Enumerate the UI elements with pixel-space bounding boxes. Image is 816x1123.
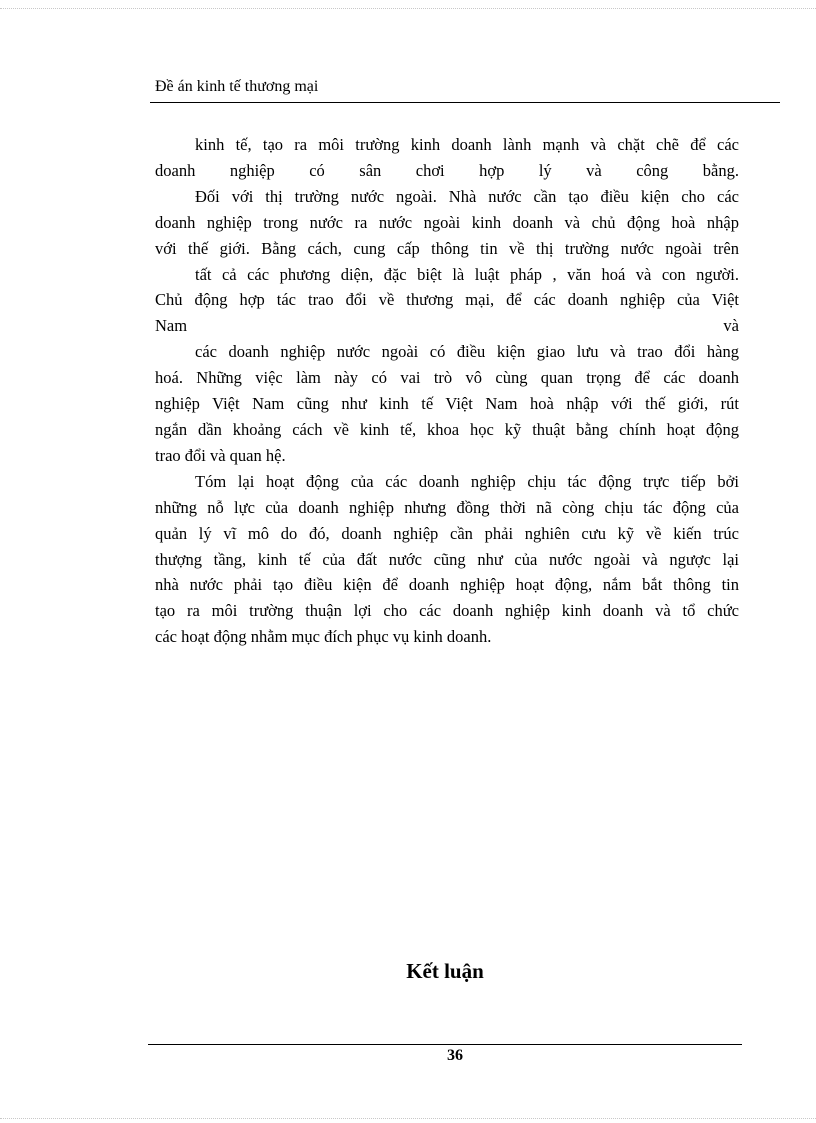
- page-number: 36: [447, 1047, 463, 1064]
- body-text: [155, 132, 739, 650]
- text-line: với thế giới. Bằng cách, cung cấp thông tin về thị trường nước ngoài trên: [155, 238, 739, 258]
- text-line: tất cả các phương diện, đặc biệt là luật pháp , văn hoá và con người.: [195, 264, 739, 284]
- section-heading-conclusion: Kết luận: [406, 959, 484, 983]
- text-line: ngắn dần khoảng cách về kinh tế, khoa học kỹ thuật bằng chính hoạt động: [155, 419, 739, 439]
- text-line: thượng tầng, kinh tế của đất nước cũng như của nước ngoài và ngược lại: [155, 549, 739, 569]
- text-line: Chủ động hợp tác trao đổi về thương mại, để các doanh nghiệp của Việt: [155, 290, 739, 310]
- paragraph-foreign-market: [155, 184, 739, 469]
- text-line: Đối với thị trường nước ngoài. Nhà nước cần tạo điều kiện cho các: [195, 186, 739, 206]
- text-line: Nam và: [155, 316, 739, 336]
- text-line: trao đổi và quan hệ.: [155, 445, 286, 465]
- text-line: các hoạt động nhằm mục đích phục vụ kinh doanh.: [155, 627, 492, 647]
- text-line: hoá. Những việc làm này có vai trò vô cùng quan trọng để các doanh: [155, 368, 739, 388]
- paragraph-summary: [155, 469, 739, 650]
- text-line: Tóm lại hoạt động của các doanh nghiệp chịu tác động trực tiếp bởi: [195, 471, 739, 491]
- page-frame-bottom: [0, 1118, 816, 1119]
- page-frame-top: [0, 8, 816, 9]
- text-line: tạo ra môi trường thuận lợi cho các doanh nghiệp kinh doanh và tổ chức: [155, 601, 739, 621]
- text-line: doanh nghiệp trong nước ra nước ngoài kinh doanh và chủ động hoà nhập: [155, 212, 739, 232]
- text-line: các doanh nghiệp nước ngoài có điều kiện giao lưu và trao đổi hàng: [195, 342, 739, 362]
- text-line: những nỗ lực của doanh nghiệp nhưng đồng thời nã còng chịu tác động của: [155, 497, 739, 517]
- paragraph-continuation: [155, 132, 739, 184]
- text-line: nhà nước phải tạo điều kiện để doanh nghiệp hoạt động, nắm bắt thông tin: [155, 575, 739, 595]
- text-line: quản lý vĩ mô do đó, doanh nghiệp cần phải nghiên cưu kỹ về kiến trúc: [155, 523, 739, 543]
- text-line: kinh tế, tạo ra môi trường kinh doanh lành mạnh và chặt chẽ để các: [195, 135, 739, 154]
- text-line: doanh nghiệp có sân chơi hợp lý và công bằng.: [155, 160, 739, 180]
- running-header-title: Đề án kinh tế thương mại: [155, 78, 319, 95]
- header-rule: [150, 102, 780, 103]
- text-line: nghiệp Việt Nam cũng như kinh tế Việt Nam hoà nhập với thế giới, rút: [155, 394, 739, 414]
